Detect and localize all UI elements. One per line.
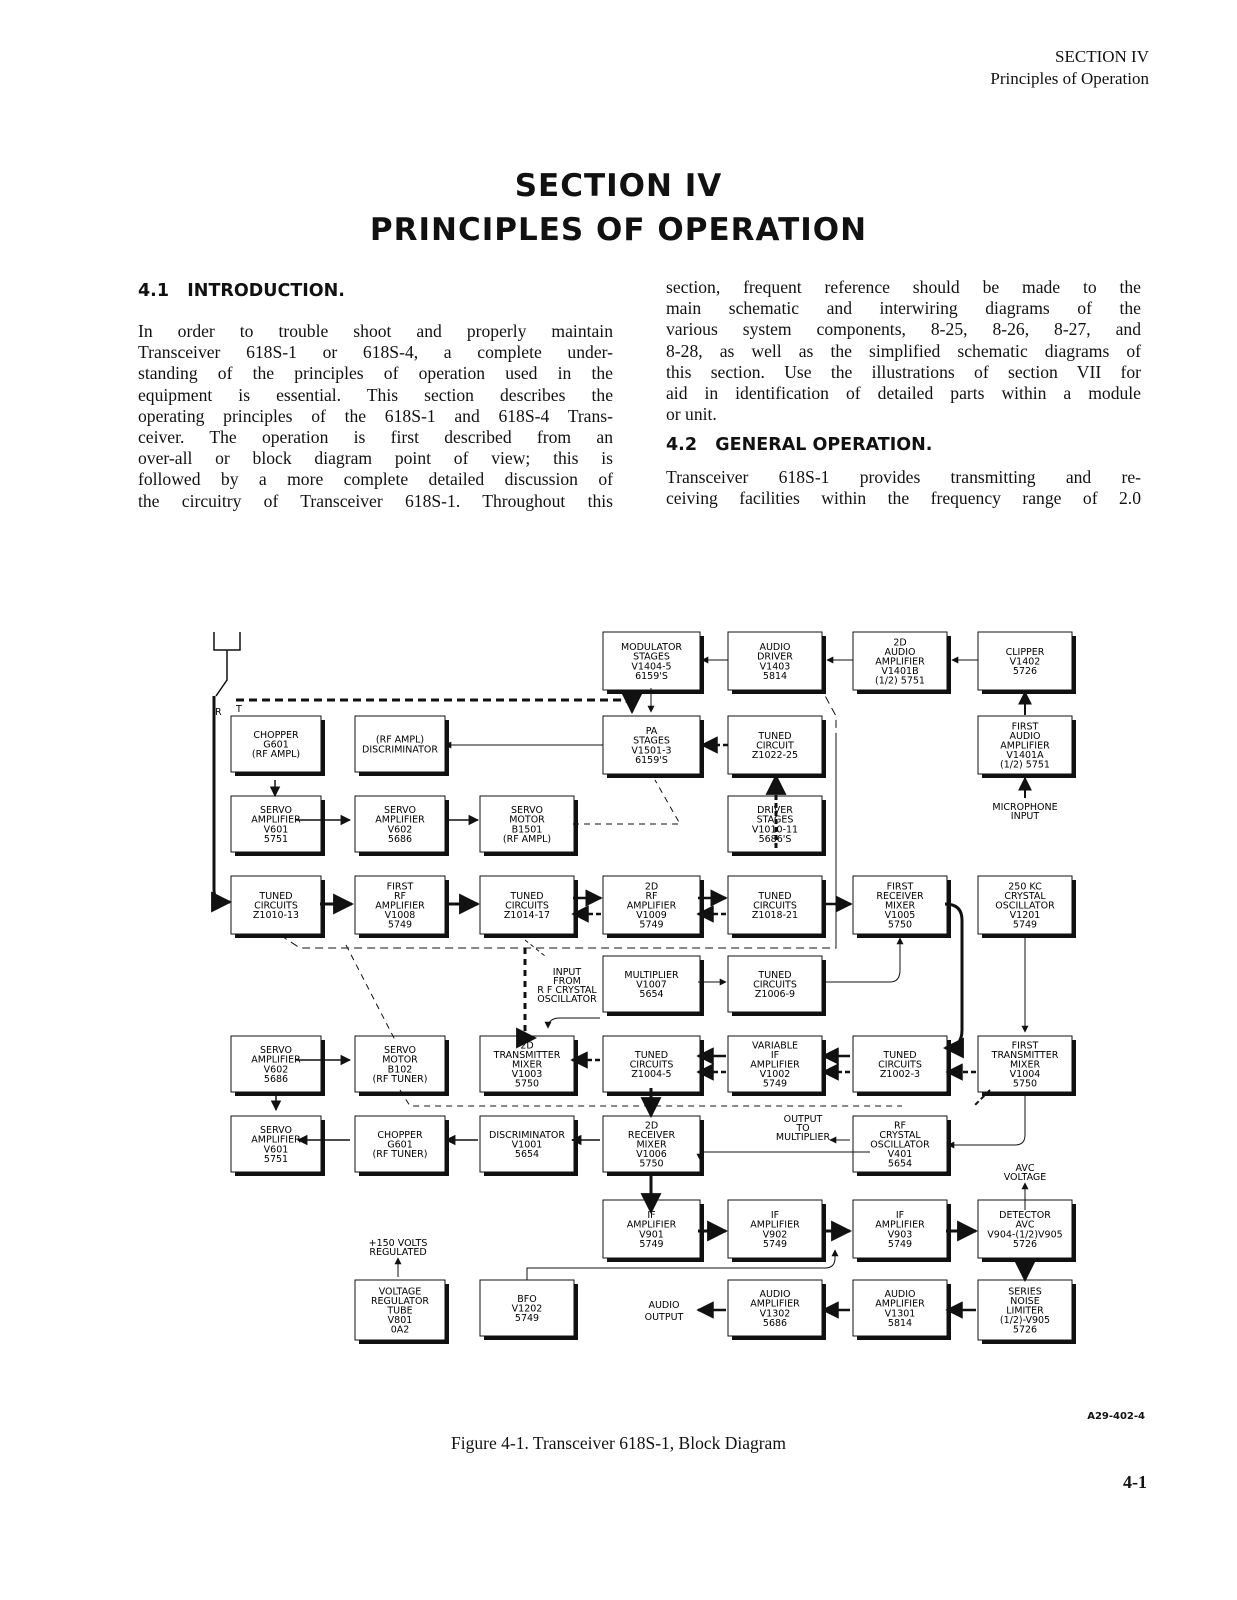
block-label: MIXER <box>1009 1059 1041 1071</box>
block-label: 2D <box>893 637 907 649</box>
block-label: AMPLIFIER <box>875 656 925 668</box>
block-label: 0A2 <box>390 1324 410 1336</box>
right-line: aid in identification of detailed parts within a module <box>666 383 1141 404</box>
block-first-tx-mixer <box>978 1036 1076 1096</box>
header-subtitle: Principles of Operation <box>990 69 1149 88</box>
block-tuned-z1014 <box>480 876 578 938</box>
block-tuned-z1004 <box>603 1036 704 1096</box>
block-label: Z1018-21 <box>751 910 799 922</box>
block-label: AMPLIFIER <box>875 1219 925 1231</box>
block-label: IF <box>770 1049 780 1061</box>
block-label: V1010-11 <box>751 824 799 836</box>
block-label: 6159'S <box>635 754 668 766</box>
block-label: STAGES <box>633 651 670 663</box>
block-label: TUNED <box>510 890 544 902</box>
block-label: AMPLIFIER <box>375 814 425 826</box>
block-tuned-z1010 <box>231 876 325 938</box>
block-label: Z1004-5 <box>631 1069 672 1081</box>
block-label: 5750 <box>514 1078 540 1090</box>
block-label: BFO <box>517 1293 537 1305</box>
block-label: G601 <box>387 1139 413 1151</box>
running-header <box>990 46 1149 90</box>
block-label: DRIVER <box>757 651 793 663</box>
section-title: SECTION IV <box>514 168 723 204</box>
block-label: IF <box>770 1210 780 1222</box>
block-label: 5750 <box>887 919 913 931</box>
block-label: (1/2) 5751 <box>1000 759 1050 771</box>
block-tuned-z1002 <box>853 1036 951 1096</box>
intro-line: operating principles of the 618S-1 and 618S-4 Trans- <box>138 405 613 426</box>
block-label: V1007 <box>636 979 667 991</box>
block-label: FIRST <box>1011 1040 1039 1052</box>
right-line: main schematic and interwiring diagrams of the <box>666 298 1141 319</box>
block-label: SERVO <box>260 1125 292 1137</box>
block-label: V1001 <box>511 1139 543 1151</box>
label-avc-voltage: VOLTAGE <box>1003 1172 1047 1183</box>
block-label: NOISE <box>1010 1295 1040 1307</box>
block-label: DISCRIMINATOR <box>489 1129 565 1141</box>
block-bfo <box>480 1280 578 1340</box>
block-label: V602 <box>263 1064 289 1076</box>
block-label: Z1010-13 <box>252 910 300 922</box>
block-label: RECEIVER <box>627 1129 676 1141</box>
intro-line: the circuitry of Transceiver 618S-1. Throughout this <box>138 490 613 511</box>
block-label: SERVO <box>260 1045 292 1057</box>
block-first-audio-amp <box>978 716 1076 778</box>
block-label: 5654 <box>514 1149 540 1161</box>
block-servo-amp-v602 <box>355 796 449 856</box>
block-label: CIRCUITS <box>629 1059 674 1071</box>
block-label: OSCILLATOR <box>995 900 1055 912</box>
block-label: MOTOR <box>382 1054 418 1066</box>
block-label: V1501-3 <box>631 745 672 757</box>
general-paragraph <box>666 467 1141 509</box>
block-label: AUDIO <box>759 642 791 654</box>
block-label: V601 <box>263 824 289 836</box>
block-label: SERVO <box>384 1045 416 1057</box>
block-label: V902 <box>762 1229 788 1241</box>
block-label: SERVO <box>384 805 416 817</box>
block-label: AMPLIFIER <box>750 1298 800 1310</box>
block-clipper <box>978 632 1076 694</box>
general-line: ceiving facilities within the frequency range of 2.0 <box>666 488 1141 509</box>
block-label: MODULATOR <box>620 642 683 654</box>
block-2d-tx-mixer <box>480 1036 578 1096</box>
block-audio-amp-v1302 <box>728 1280 826 1340</box>
block-label: CIRCUITS <box>505 900 549 912</box>
block-label: CIRCUITS <box>753 900 797 912</box>
block-servo-amp-v601 <box>231 796 325 856</box>
block-label: V903 <box>887 1229 913 1241</box>
label-output-to: TO <box>796 1123 810 1134</box>
block-label: RF <box>393 890 407 902</box>
block-label: AMPLIFIER <box>251 1054 301 1066</box>
block-label: 5749 <box>762 1238 788 1250</box>
block-label: CLIPPER <box>1005 646 1045 658</box>
block-variable-if-amp <box>728 1036 826 1096</box>
block-label: CHOPPER <box>377 1129 423 1141</box>
intro-line: standing of the principles of operation used in the <box>138 363 613 384</box>
block-label: 5749 <box>387 919 413 931</box>
block-label: AMPLIFIER <box>626 1219 677 1231</box>
block-label: B1501 <box>511 824 543 836</box>
label-output-to: OUTPUT <box>783 1114 823 1125</box>
block-label: AMPLIFIER <box>875 1298 925 1310</box>
block-label: 5686 <box>387 833 413 845</box>
general-line: Transceiver 618S-1 provides transmitting and re- <box>666 467 1141 487</box>
label-avc-voltage: AVC <box>1015 1163 1035 1174</box>
block-audio-amp-v1301 <box>853 1280 951 1340</box>
block-chopper-rf <box>231 716 325 776</box>
block-label: V1002 <box>759 1069 791 1081</box>
block-label: V904-(1/2)V905 <box>987 1229 1063 1241</box>
block-label: 5686 <box>762 1317 788 1329</box>
block-servo-motor-b1501 <box>480 796 578 856</box>
block-label: PA <box>645 726 658 738</box>
block-label: Z1022-25 <box>751 750 799 762</box>
block-label: Z1014-17 <box>503 910 551 922</box>
block-label: B102 <box>387 1064 413 1076</box>
right-line: this section. Use the illustrations of section VII for <box>666 361 1141 382</box>
block-label: SERVO <box>260 805 292 817</box>
block-label: V1008 <box>384 910 416 922</box>
block-label: 2D <box>644 1120 659 1132</box>
block-label: 5749 <box>1012 919 1038 931</box>
block-label: CIRCUITS <box>878 1059 922 1071</box>
block-label: 5726 <box>1012 1238 1038 1250</box>
section-subtitle: PRINCIPLES OF OPERATION <box>369 212 868 248</box>
general-heading-text: GENERAL OPERATION. <box>715 435 933 455</box>
block-label: FIRST <box>386 881 414 893</box>
block-label: AMPLIFIER <box>1000 740 1050 752</box>
block-label: IF <box>895 1210 905 1222</box>
block-label: CIRCUIT <box>756 740 794 752</box>
block-label: (1/2) 5751 <box>875 675 925 687</box>
block-label: 5654 <box>639 989 664 1001</box>
label-regulated: REGULATED <box>369 1247 427 1258</box>
right-line: 8-28, as well as the simplified schematic diagrams of <box>666 340 1141 361</box>
block-label: Z1002-3 <box>879 1069 921 1081</box>
block-if-amp-v901 <box>603 1200 704 1262</box>
block-label: V1004 <box>1009 1069 1041 1081</box>
block-label: SERVO <box>511 805 543 817</box>
block-label: V401 <box>887 1149 913 1161</box>
block-label: MIXER <box>511 1059 543 1071</box>
block-label: TUNED <box>883 1049 917 1061</box>
intro-paragraph <box>138 321 613 512</box>
block-label: TUNED <box>758 730 792 742</box>
block-label: G601 <box>263 739 289 751</box>
block-servo-amp-v602b <box>231 1036 325 1096</box>
block-2d-audio-amp <box>853 632 951 694</box>
block-noise-limiter <box>978 1280 1076 1344</box>
antenna-icon <box>214 632 240 696</box>
right-line: or unit. <box>666 404 717 425</box>
block-label: OSCILLATOR <box>870 1139 930 1151</box>
block-label: TUNED <box>758 969 792 981</box>
block-servo-amp-v601b <box>231 1116 325 1176</box>
page-number: 4-1 <box>1123 1472 1147 1492</box>
block-label: 5750 <box>639 1158 664 1170</box>
block-label: FIRST <box>886 881 914 893</box>
block-label: 5749 <box>639 919 664 931</box>
block-label: AVC <box>1015 1219 1035 1231</box>
block-2d-rx-mixer <box>603 1116 704 1176</box>
right-line: section, frequent reference should be made to the <box>666 277 1141 297</box>
block-label: AUDIO <box>1009 730 1041 742</box>
block-label: V601 <box>263 1144 289 1156</box>
block-label: 5749 <box>514 1313 540 1325</box>
block-pa-stages <box>603 716 704 778</box>
block-first-rf-amp <box>355 876 449 938</box>
block-label: (RF AMPL) <box>502 833 552 845</box>
block-label: V1404-5 <box>631 661 672 673</box>
block-label: 5749 <box>639 1238 664 1250</box>
label-input-from: OSCILLATOR <box>537 994 597 1005</box>
block-tuned-z1006 <box>728 956 826 1016</box>
block-label: TRANSMITTER <box>493 1049 561 1061</box>
block-tuned-z1018 <box>728 876 826 938</box>
block-multiplier <box>603 956 704 1016</box>
intro-line: ceiver. The operation is first described from an <box>138 427 613 448</box>
block-modulator <box>603 632 704 694</box>
block-label: REGULATOR <box>370 1295 430 1307</box>
block-tuned-circuit-z1022 <box>728 716 826 778</box>
block-label: 2D <box>520 1040 534 1052</box>
block-label: IF <box>647 1210 656 1222</box>
block-label: LIMITER <box>1006 1305 1044 1317</box>
block-label: STAGES <box>756 814 794 826</box>
block-label: STAGES <box>633 735 670 747</box>
block-label: VOLTAGE <box>378 1286 422 1298</box>
block-label: MULTIPLIER <box>624 969 679 981</box>
block-label: AUDIO <box>884 1289 916 1301</box>
block-label: V602 <box>387 824 413 836</box>
block-label: 5686'S <box>758 833 792 845</box>
block-rf-crystal-osc <box>853 1116 951 1176</box>
intro-line: followed by a more complete detailed discussion of <box>138 469 613 490</box>
general-heading-number: 4.2 <box>666 435 698 455</box>
block-label: 5749 <box>762 1078 788 1090</box>
right-paragraph <box>666 277 1141 425</box>
intro-heading-number: 4.1 <box>138 281 170 301</box>
block-250kc-osc <box>978 876 1076 938</box>
block-label: CHOPPER <box>253 729 299 741</box>
figure-number: A29-402-4 <box>1087 1411 1145 1422</box>
block-label: TUNED <box>634 1049 669 1061</box>
block-label: 5814 <box>887 1317 913 1329</box>
block-label: 5726 <box>1012 1324 1038 1336</box>
block-label: V1202 <box>511 1303 543 1315</box>
block-label: V1301 <box>884 1308 916 1320</box>
block-label: V1009 <box>636 910 667 922</box>
block-label: V1005 <box>884 910 916 922</box>
block-label: V1006 <box>636 1149 667 1161</box>
block-label: 5749 <box>887 1238 913 1250</box>
block-label: CIRCUITS <box>254 900 298 912</box>
intro-line: over-all or block diagram point of view; this is <box>138 448 613 469</box>
block-label: V1401A <box>1006 750 1044 762</box>
block-label: SERIES <box>1008 1286 1042 1298</box>
block-label: 250 KC <box>1008 881 1042 893</box>
general-heading <box>666 435 932 455</box>
block-discriminator-v1001 <box>480 1116 578 1176</box>
block-servo-motor-b102 <box>355 1036 449 1096</box>
header-section: SECTION IV <box>1055 47 1149 66</box>
label-input-from: FROM <box>553 976 581 987</box>
block-label: AMPLIFIER <box>750 1059 800 1071</box>
block-voltage-reg <box>355 1280 449 1344</box>
block-label: 5814 <box>762 670 788 682</box>
block-diagram <box>0 620 1237 1380</box>
label-t: T <box>236 704 242 715</box>
label-audio-output: OUTPUT <box>644 1312 684 1323</box>
block-label: V1201 <box>1009 910 1041 922</box>
block-label: MOTOR <box>509 814 545 826</box>
block-label: Z1006-9 <box>754 989 796 1001</box>
block-label: TUBE <box>387 1305 413 1317</box>
block-label: CIRCUITS <box>753 979 797 991</box>
block-label: RF <box>893 1120 907 1132</box>
block-label: V1302 <box>759 1308 791 1320</box>
block-first-rx-mixer <box>853 876 951 938</box>
block-label: AMPLIFIER <box>251 814 301 826</box>
block-label: (RF AMPL) <box>251 749 301 761</box>
block-label: V1403 <box>759 661 791 673</box>
block-label: DISCRIMINATOR <box>362 744 438 756</box>
block-label: AMPLIFIER <box>375 900 425 912</box>
block-audio-driver <box>728 632 826 694</box>
block-detector <box>978 1200 1076 1262</box>
block-label: V1003 <box>511 1069 543 1081</box>
intro-line: In order to trouble shoot and properly maintain <box>138 321 613 341</box>
block-rf-discriminator <box>355 716 449 776</box>
block-label: AUDIO <box>884 646 916 658</box>
diagram-blocks <box>231 632 1076 1344</box>
intro-heading <box>138 281 345 301</box>
block-label: V1401B <box>881 666 919 678</box>
block-label: (RF TUNER) <box>372 1073 428 1085</box>
intro-heading-text: INTRODUCTION. <box>187 281 345 301</box>
block-label: (RF AMPL) <box>375 734 425 746</box>
label-r: R <box>215 707 222 718</box>
block-if-amp-v902 <box>728 1200 826 1262</box>
label-microphone: INPUT <box>1010 811 1040 822</box>
label-microphone: MICROPHONE <box>992 802 1058 813</box>
label-input-from: INPUT <box>552 967 582 978</box>
label-input-from: R F CRYSTAL <box>537 985 597 996</box>
label-output-to: MULTIPLIER <box>775 1132 831 1143</box>
block-label: V1402 <box>1009 656 1041 668</box>
block-label: RF <box>645 890 658 902</box>
block-label: AMPLIFIER <box>626 900 677 912</box>
block-label: CRYSTAL <box>879 1129 921 1141</box>
block-label: 5726 <box>1012 666 1038 678</box>
block-label: RECEIVER <box>876 890 924 902</box>
block-2d-rf-amp <box>603 876 704 938</box>
block-label: 5751 <box>263 1153 289 1165</box>
block-label: (RF TUNER) <box>372 1149 428 1161</box>
right-line: various system components, 8-25, 8-26, 8-27, and <box>666 319 1141 340</box>
block-chopper-tuner <box>355 1116 449 1176</box>
block-label: TUNED <box>758 890 792 902</box>
label-audio-output: AUDIO <box>648 1300 680 1311</box>
figure-caption: Figure 4-1. Transceiver 618S-1, Block Diagram <box>451 1433 786 1453</box>
block-label: (1/2)-V905 <box>999 1315 1051 1327</box>
block-label: 5686 <box>263 1073 289 1085</box>
block-if-amp-v903 <box>853 1200 951 1262</box>
block-label: 2D <box>644 881 659 893</box>
block-label: 5654 <box>887 1158 913 1170</box>
block-label: 5751 <box>263 833 289 845</box>
intro-line: equipment is essential. This section describes the <box>138 384 613 405</box>
block-label: DETECTOR <box>999 1210 1051 1222</box>
block-label: 5750 <box>1012 1078 1038 1090</box>
block-label: MIXER <box>884 900 916 912</box>
block-label: 6159'S <box>635 670 668 682</box>
intro-line: Transceiver 618S-1 or 618S-4, a complete under- <box>138 342 613 363</box>
block-label: MIXER <box>636 1139 667 1151</box>
block-label: TRANSMITTER <box>991 1049 1059 1061</box>
block-label: V801 <box>387 1315 413 1327</box>
block-label: AMPLIFIER <box>750 1219 800 1231</box>
block-label: AMPLIFIER <box>251 1134 301 1146</box>
block-label: VARIABLE <box>751 1040 799 1052</box>
block-label: AUDIO <box>759 1289 791 1301</box>
block-label: V901 <box>639 1229 664 1241</box>
block-label: FIRST <box>1011 721 1039 733</box>
block-label: DRIVER <box>757 805 793 817</box>
block-label: TUNED <box>259 890 293 902</box>
block-label: CRYSTAL <box>1004 890 1046 902</box>
label-regulated: +150 VOLTS <box>368 1238 428 1249</box>
